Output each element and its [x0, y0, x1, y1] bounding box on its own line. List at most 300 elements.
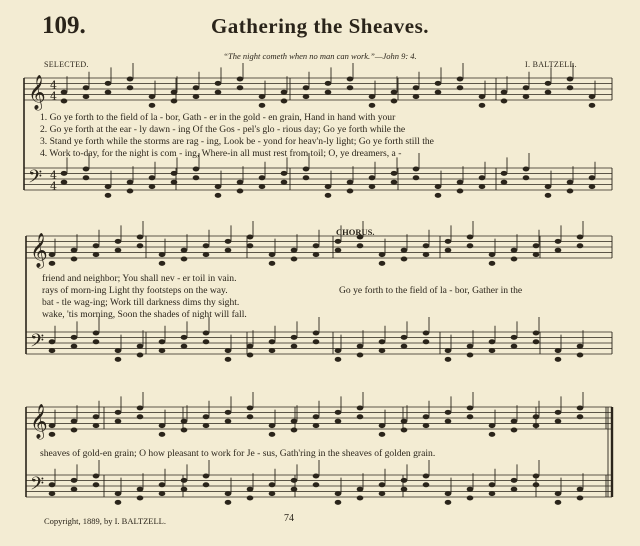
note-head — [237, 189, 244, 194]
treble-clef-icon: 𝄞 — [30, 233, 48, 268]
note-head — [501, 99, 508, 104]
note-head — [555, 491, 562, 496]
note-head — [435, 193, 442, 198]
note-head — [291, 257, 298, 262]
bass-clef-icon: 𝄢 — [28, 167, 43, 192]
note-head — [379, 348, 386, 353]
note-head — [71, 478, 78, 483]
note-head — [467, 353, 474, 358]
note-head — [413, 167, 420, 172]
note-head — [159, 482, 166, 487]
note-head — [467, 414, 474, 419]
note-head — [467, 344, 474, 349]
note-head — [149, 94, 156, 99]
note-head — [379, 339, 386, 344]
note-head — [577, 414, 584, 419]
note-head — [511, 478, 518, 483]
note-head — [457, 189, 464, 194]
verse-line-2b: rays of morn-ing Light thy footsteps on the way. — [42, 285, 228, 296]
note-head — [369, 184, 376, 189]
note-head — [49, 482, 56, 487]
note-head — [423, 252, 430, 257]
note-head — [71, 487, 78, 492]
note-head — [71, 248, 78, 253]
note-head — [159, 348, 166, 353]
note-head — [259, 103, 266, 108]
note-head — [83, 85, 90, 90]
scripture-epigraph: “The night cometh when no man can work.”—John 9: 4. — [223, 51, 417, 61]
note-head — [413, 85, 420, 90]
note-head — [181, 344, 188, 349]
bass-clef-icon: 𝄢 — [30, 474, 45, 499]
note-head — [423, 423, 430, 428]
note-head — [445, 248, 452, 253]
note-head — [115, 348, 122, 353]
note-head — [391, 99, 398, 104]
note-head — [247, 243, 254, 248]
note-head — [523, 167, 530, 172]
note-head — [181, 257, 188, 262]
note-head — [71, 428, 78, 433]
arranger-credit: SELECTED. — [44, 60, 89, 69]
note-head — [247, 414, 254, 419]
note-head — [589, 103, 596, 108]
note-head — [149, 103, 156, 108]
note-head — [489, 348, 496, 353]
note-head — [83, 167, 90, 172]
note-head — [247, 344, 254, 349]
note-head — [93, 331, 100, 336]
note-head — [501, 90, 508, 95]
note-head — [357, 353, 364, 358]
note-head — [369, 103, 376, 108]
time-signature-bottom: 4 — [50, 180, 57, 193]
note-head — [281, 99, 288, 104]
note-head — [489, 423, 496, 428]
chorus-lyric-1: Go ye forth to the field of la - bor, Gather in the — [339, 285, 523, 296]
note-head — [325, 81, 332, 86]
note-head — [215, 184, 222, 189]
note-head — [269, 348, 276, 353]
note-head — [269, 339, 276, 344]
note-head — [269, 432, 276, 437]
note-head — [215, 193, 222, 198]
note-head — [577, 487, 584, 492]
note-head — [93, 474, 100, 479]
note-head — [149, 184, 156, 189]
note-head — [181, 478, 188, 483]
note-head — [225, 357, 232, 362]
note-head — [247, 487, 254, 492]
note-head — [203, 414, 210, 419]
note-head — [379, 482, 386, 487]
note-head — [401, 478, 408, 483]
note-head — [379, 261, 386, 266]
note-head — [71, 335, 78, 340]
note-head — [555, 357, 562, 362]
note-head — [115, 419, 122, 424]
note-head — [445, 348, 452, 353]
note-head — [523, 94, 530, 99]
note-head — [137, 235, 144, 240]
note-head — [423, 474, 430, 479]
note-head — [93, 243, 100, 248]
note-head — [347, 77, 354, 82]
note-head — [269, 491, 276, 496]
note-head — [567, 189, 574, 194]
note-head — [577, 344, 584, 349]
note-head — [203, 252, 210, 257]
note-head — [445, 500, 452, 505]
note-head — [489, 482, 496, 487]
chorus-lyric-2: sheaves of gold-en grain; O how pleasant to work for Je - sus, Gath'ring in the sheaves of golden grain. — [40, 448, 436, 459]
note-head — [181, 419, 188, 424]
note-head — [83, 94, 90, 99]
note-head — [193, 85, 200, 90]
note-head — [379, 491, 386, 496]
note-head — [159, 491, 166, 496]
note-head — [115, 410, 122, 415]
note-head — [347, 189, 354, 194]
note-head — [181, 248, 188, 253]
note-head — [137, 487, 144, 492]
note-head — [401, 344, 408, 349]
hymn-number: 109. — [42, 12, 86, 39]
note-head — [467, 496, 474, 501]
note-head — [203, 243, 210, 248]
note-head — [181, 335, 188, 340]
note-head — [313, 252, 320, 257]
note-head — [313, 423, 320, 428]
note-head — [281, 171, 288, 176]
note-head — [369, 175, 376, 180]
note-head — [291, 419, 298, 424]
note-head — [115, 500, 122, 505]
note-head — [467, 235, 474, 240]
note-head — [391, 171, 398, 176]
note-head — [467, 487, 474, 492]
note-head — [203, 482, 210, 487]
note-head — [533, 243, 540, 248]
note-head — [401, 428, 408, 433]
note-head — [511, 344, 518, 349]
note-head — [137, 353, 144, 358]
note-head — [291, 487, 298, 492]
note-head — [237, 85, 244, 90]
note-head — [313, 474, 320, 479]
note-head — [291, 335, 298, 340]
note-head — [335, 357, 342, 362]
verse-line-1: 1. Go ye forth to the field of la - bor, Gath - er in the gold - en grain, Hand in hand with your — [40, 112, 396, 123]
note-head — [533, 252, 540, 257]
note-head — [545, 81, 552, 86]
note-head — [303, 85, 310, 90]
verse-line-2: 2. Go ye forth at the ear - ly dawn - ing Of the Gos - pel's glo - rious day; Go ye forth while the — [40, 124, 406, 135]
note-head — [49, 252, 56, 257]
note-head — [325, 184, 332, 189]
note-head — [259, 184, 266, 189]
note-head — [357, 487, 364, 492]
note-head — [555, 239, 562, 244]
note-head — [555, 348, 562, 353]
note-head — [325, 90, 332, 95]
note-head — [413, 175, 420, 180]
note-head — [401, 419, 408, 424]
note-head — [49, 339, 56, 344]
note-head — [435, 184, 442, 189]
note-head — [269, 482, 276, 487]
note-head — [105, 193, 112, 198]
note-head — [357, 406, 364, 411]
note-head — [215, 90, 222, 95]
note-head — [93, 339, 100, 344]
note-head — [269, 423, 276, 428]
note-head — [567, 85, 574, 90]
note-head — [511, 248, 518, 253]
note-head — [445, 239, 452, 244]
note-head — [335, 500, 342, 505]
note-head — [401, 248, 408, 253]
note-head — [203, 423, 210, 428]
note-head — [445, 491, 452, 496]
note-head — [225, 491, 232, 496]
note-head — [567, 77, 574, 82]
note-head — [335, 419, 342, 424]
note-head — [149, 175, 156, 180]
note-head — [555, 248, 562, 253]
note-head — [281, 180, 288, 185]
note-head — [501, 171, 508, 176]
note-head — [479, 184, 486, 189]
verse-line-3b: bat - tle wag-ing; Work till darkness dims thy sight. — [42, 297, 240, 308]
note-head — [225, 239, 232, 244]
note-head — [225, 500, 232, 505]
note-head — [93, 414, 100, 419]
note-head — [457, 85, 464, 90]
note-head — [193, 94, 200, 99]
note-head — [93, 423, 100, 428]
note-head — [313, 482, 320, 487]
hymn-title: Gathering the Sheaves. — [210, 14, 430, 38]
note-head — [467, 406, 474, 411]
note-head — [93, 482, 100, 487]
note-head — [511, 487, 518, 492]
note-head — [511, 335, 518, 340]
note-head — [181, 487, 188, 492]
note-head — [115, 357, 122, 362]
note-head — [303, 167, 310, 172]
note-head — [489, 339, 496, 344]
note-head — [555, 410, 562, 415]
note-head — [577, 406, 584, 411]
note-head — [347, 85, 354, 90]
note-head — [523, 85, 530, 90]
note-head — [225, 419, 232, 424]
note-head — [555, 500, 562, 505]
note-head — [379, 432, 386, 437]
bass-clef-icon: 𝄢 — [30, 331, 45, 356]
note-head — [105, 90, 112, 95]
note-head — [137, 414, 144, 419]
note-head — [93, 252, 100, 257]
treble-clef-icon: 𝄞 — [28, 75, 46, 110]
note-head — [313, 414, 320, 419]
note-head — [61, 171, 68, 176]
note-head — [423, 414, 430, 419]
note-head — [589, 175, 596, 180]
verse-line-1b: friend and neighbor; You shall nev - er toil in vain. — [42, 273, 237, 284]
note-head — [127, 189, 134, 194]
treble-clef-icon: 𝄞 — [30, 404, 48, 439]
note-head — [545, 184, 552, 189]
note-head — [49, 491, 56, 496]
note-head — [357, 344, 364, 349]
note-head — [303, 175, 310, 180]
note-head — [61, 90, 68, 95]
note-head — [159, 339, 166, 344]
note-head — [247, 406, 254, 411]
note-head — [391, 180, 398, 185]
note-head — [193, 167, 200, 172]
note-head — [423, 331, 430, 336]
note-head — [247, 353, 254, 358]
note-head — [511, 428, 518, 433]
note-head — [313, 243, 320, 248]
note-head — [225, 410, 232, 415]
note-head — [225, 348, 232, 353]
note-head — [533, 339, 540, 344]
note-head — [225, 248, 232, 253]
note-head — [379, 423, 386, 428]
note-head — [193, 175, 200, 180]
note-head — [259, 94, 266, 99]
note-head — [115, 239, 122, 244]
note-head — [291, 428, 298, 433]
note-head — [489, 432, 496, 437]
note-head — [61, 99, 68, 104]
note-head — [357, 496, 364, 501]
page-number: 74 — [284, 513, 294, 524]
note-head — [511, 257, 518, 262]
note-head — [379, 252, 386, 257]
note-head — [203, 339, 210, 344]
note-head — [567, 180, 574, 185]
note-head — [105, 184, 112, 189]
note-head — [71, 344, 78, 349]
time-signature-bottom: 4 — [50, 90, 57, 103]
note-head — [413, 94, 420, 99]
note-head — [61, 180, 68, 185]
note-head — [445, 357, 452, 362]
note-head — [291, 344, 298, 349]
composer-credit: I. BALTZELL. — [525, 60, 577, 69]
note-head — [291, 248, 298, 253]
note-head — [401, 335, 408, 340]
note-head — [457, 77, 464, 82]
note-head — [523, 175, 530, 180]
note-head — [181, 428, 188, 433]
note-head — [335, 348, 342, 353]
verse-line-4: 4. Work to-day, for the night is com - ing, Where-in all must rest from toil; O, ye dreamers, a - — [40, 148, 402, 159]
note-head — [511, 419, 518, 424]
note-head — [589, 94, 596, 99]
note-head — [71, 257, 78, 262]
note-head — [401, 257, 408, 262]
note-head — [115, 248, 122, 253]
verse-line-4b: wake, 'tis morning, Soon the shades of night will fall. — [42, 309, 247, 320]
note-head — [313, 339, 320, 344]
note-head — [127, 180, 134, 185]
note-head — [391, 90, 398, 95]
note-head — [533, 331, 540, 336]
note-head — [281, 90, 288, 95]
verse-line-3: 3. Stand ye forth while the storms are rag - ing, Look be - yond for heav'n-ly light; Go ye forth still the — [40, 136, 434, 147]
note-head — [237, 180, 244, 185]
note-head — [137, 344, 144, 349]
note-head — [115, 491, 122, 496]
note-head — [49, 432, 56, 437]
note-head — [259, 175, 266, 180]
note-head — [577, 243, 584, 248]
note-head — [203, 331, 210, 336]
note-head — [291, 478, 298, 483]
note-head — [423, 339, 430, 344]
note-head — [49, 348, 56, 353]
note-head — [545, 193, 552, 198]
note-head — [357, 243, 364, 248]
note-head — [247, 235, 254, 240]
note-head — [545, 90, 552, 95]
chorus-label: CHORUS. — [336, 227, 375, 237]
note-head — [105, 81, 112, 86]
note-head — [445, 410, 452, 415]
note-head — [555, 419, 562, 424]
time-signature-top: 4 — [50, 169, 57, 182]
note-head — [49, 261, 56, 266]
note-head — [479, 175, 486, 180]
note-head — [325, 193, 332, 198]
note-head — [127, 85, 134, 90]
note-head — [49, 423, 56, 428]
note-head — [357, 414, 364, 419]
note-head — [303, 94, 310, 99]
note-head — [159, 252, 166, 257]
note-head — [247, 496, 254, 501]
time-signature-top: 4 — [50, 79, 57, 92]
note-head — [313, 331, 320, 336]
note-head — [467, 243, 474, 248]
note-head — [457, 180, 464, 185]
note-head — [159, 432, 166, 437]
note-head — [237, 77, 244, 82]
note-head — [269, 252, 276, 257]
note-head — [335, 410, 342, 415]
note-head — [435, 90, 442, 95]
note-head — [335, 248, 342, 253]
note-head — [589, 184, 596, 189]
note-head — [577, 235, 584, 240]
note-head — [137, 496, 144, 501]
note-head — [479, 94, 486, 99]
note-head — [335, 491, 342, 496]
note-head — [489, 491, 496, 496]
note-head — [479, 103, 486, 108]
note-head — [577, 496, 584, 501]
note-head — [83, 175, 90, 180]
note-head — [501, 180, 508, 185]
copyright-notice: Copyright, 1889, by I. BALTZELL. — [44, 516, 166, 526]
note-head — [445, 419, 452, 424]
